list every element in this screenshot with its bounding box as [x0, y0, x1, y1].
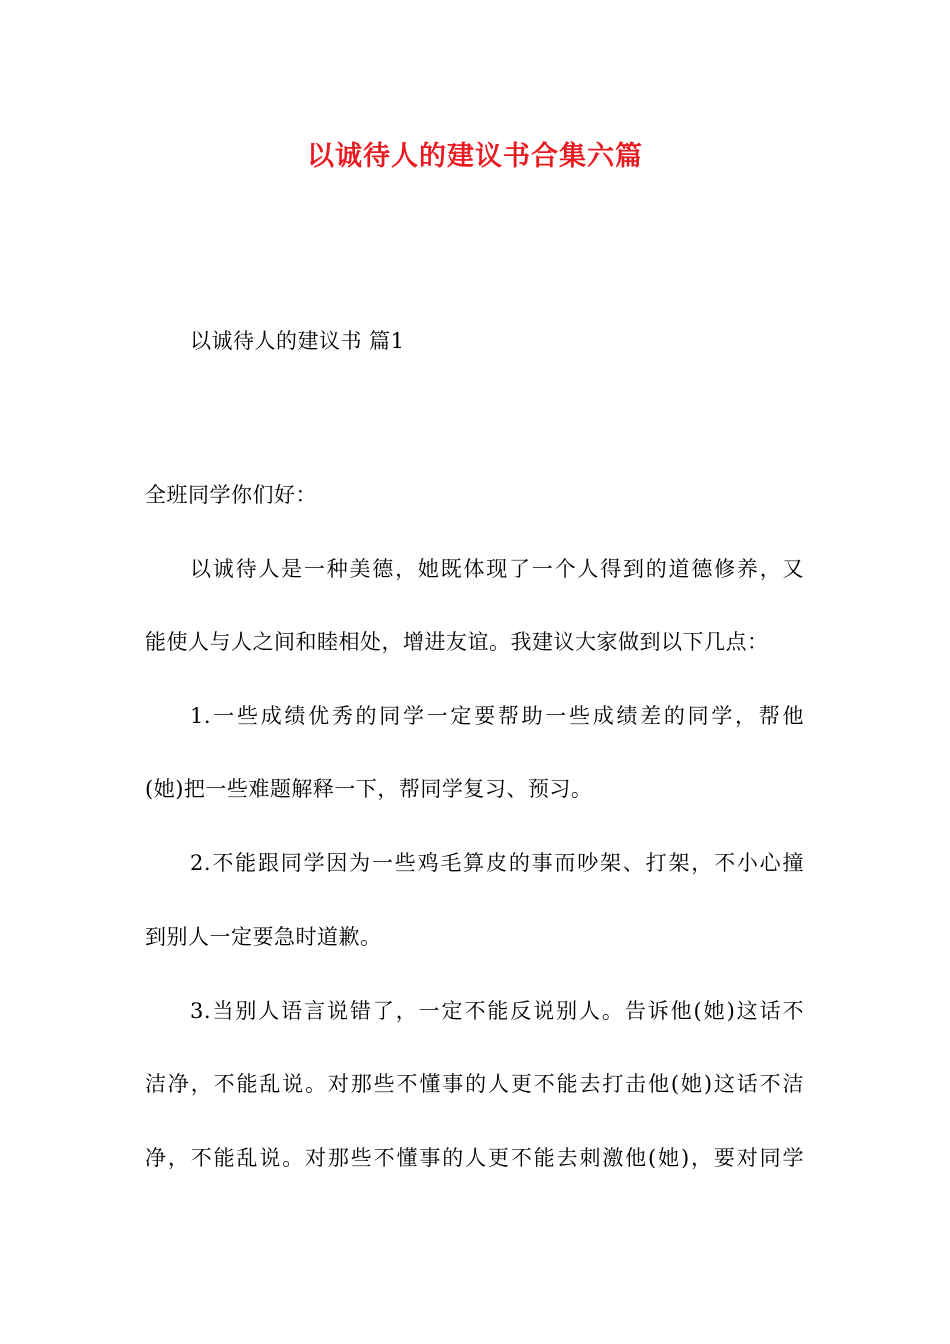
greeting: 全班同学你们好： — [145, 483, 317, 507]
paragraph-3-line-2: 到别人一定要急时道歉。 — [145, 925, 382, 949]
paragraph-4-line-3: 净，不能乱说。对那些不懂事的人更不能去刺激他(她)，要对同学 — [145, 1146, 804, 1170]
document-title: 以诚待人的建议书合集六篇 — [307, 141, 643, 172]
paragraph-2-line-1: 1.一些成绩优秀的同学一定要帮助一些成绩差的同学，帮他 — [190, 704, 804, 728]
section-heading: 以诚待人的建议书 篇1 — [190, 329, 405, 353]
paragraph-1-line-1: 以诚待人是一种美德，她既体现了一个人得到的道德修养，又 — [190, 557, 804, 581]
paragraph-4-line-2: 洁净，不能乱说。对那些不懂事的人更不能去打击他(她)这话不洁 — [145, 1072, 804, 1096]
paragraph-4-line-1: 3.当别人语言说错了，一定不能反说别人。告诉他(她)这话不 — [190, 999, 804, 1023]
paragraph-1-line-2: 能使人与人之间和睦相处，增进友谊。我建议大家做到以下几点： — [145, 630, 769, 654]
paragraph-2-line-2: (她)把一些难题解释一下，帮同学复习、预习。 — [145, 777, 593, 801]
paragraph-3-line-1: 2.不能跟同学因为一些鸡毛算皮的事而吵架、打架，不小心撞 — [190, 851, 804, 875]
